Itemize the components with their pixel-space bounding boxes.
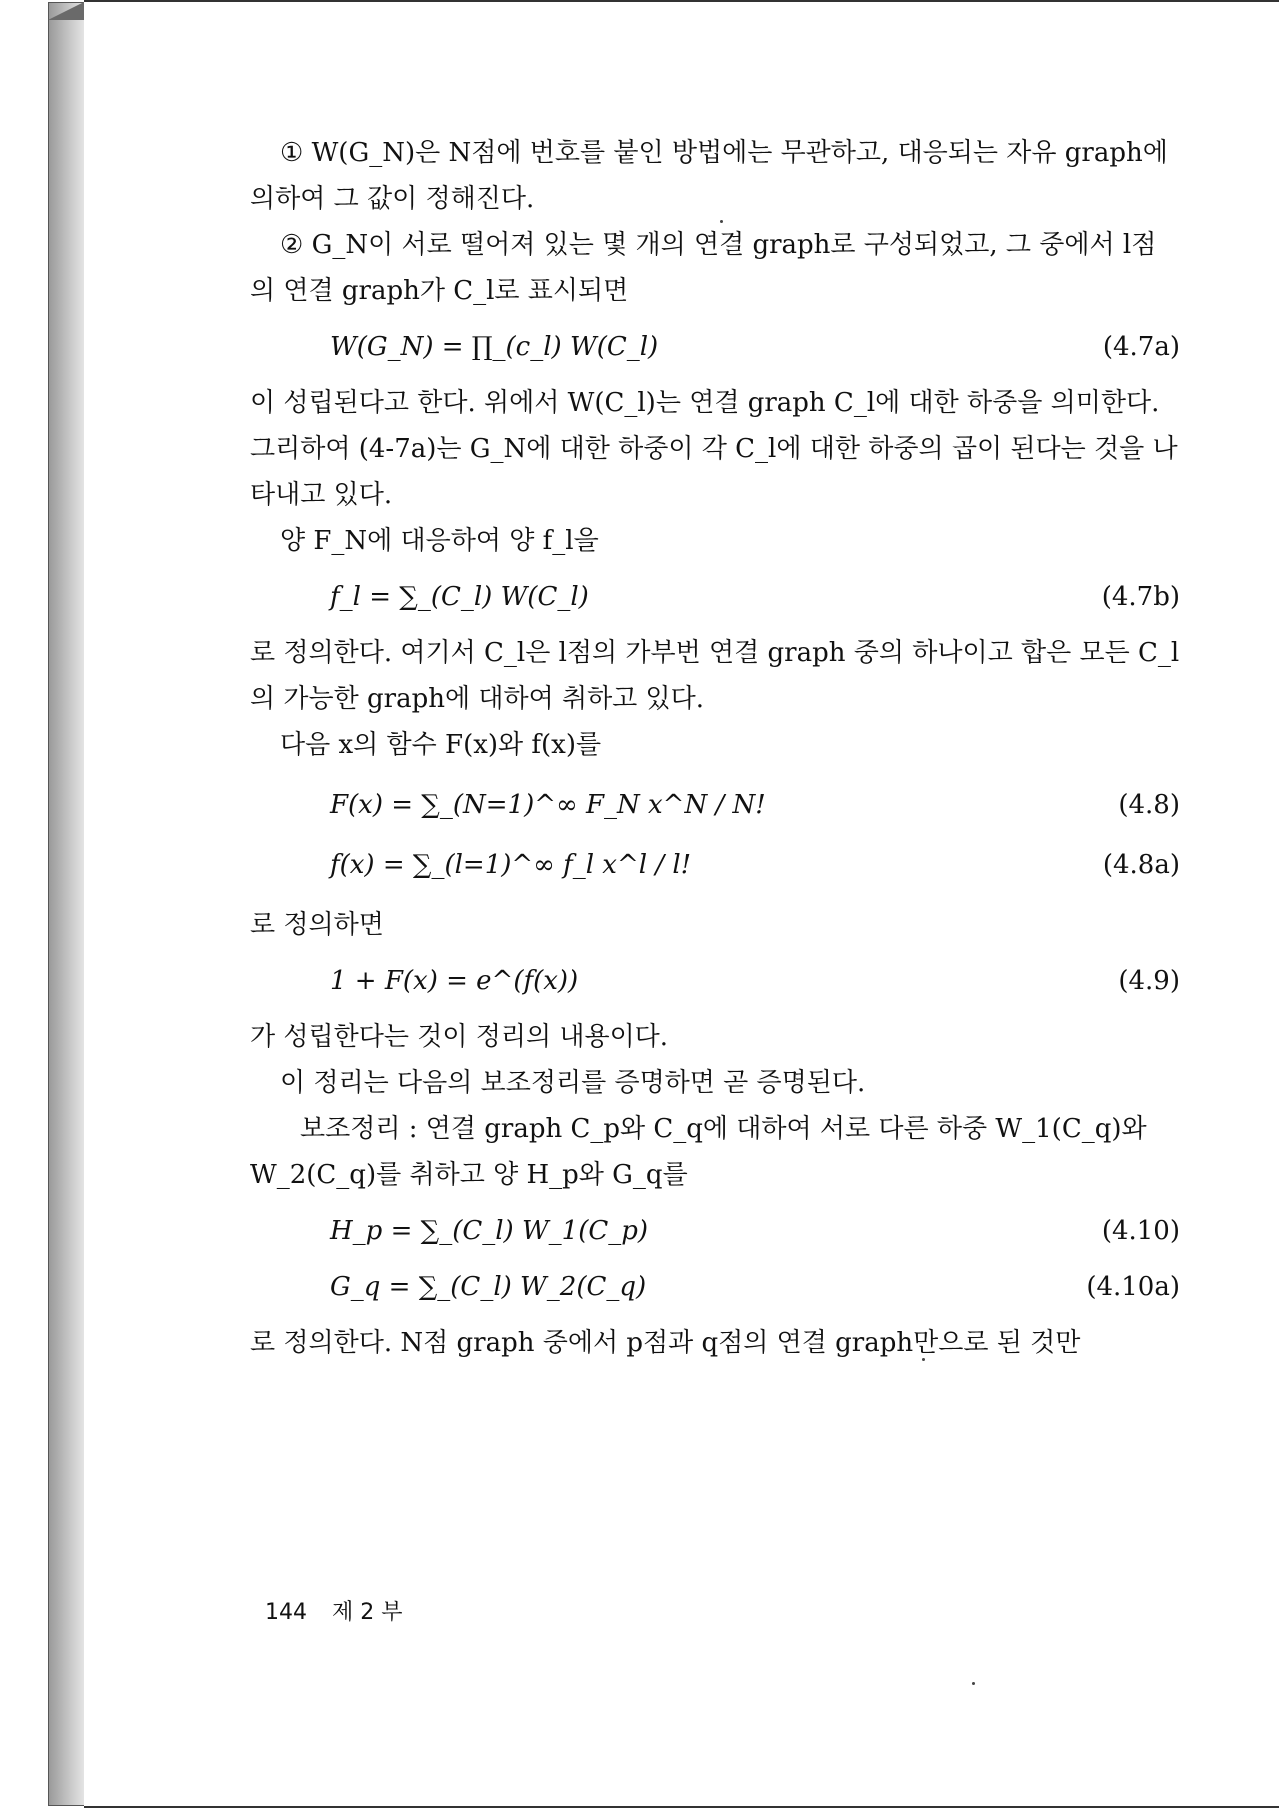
equation-number: (4.8a): [1102, 850, 1180, 880]
equation-row: [250, 1264, 1180, 1310]
paragraph: 가 성립한다는 것이 정리의 내용이다.: [250, 1022, 669, 1052]
equation-row: [250, 958, 1180, 1004]
equation: 1 + F(x) = e^(f(x)): [330, 966, 579, 996]
equation-number: (4.7a): [1102, 332, 1180, 362]
equation-number: (4.10): [1101, 1216, 1180, 1246]
equation: F(x) = ∑_(N=1)^∞ F_N x^N / N!: [330, 790, 766, 820]
equation-row: [250, 1208, 1180, 1254]
equation-number: (4.8): [1118, 790, 1180, 820]
paragraph: 로 정의한다. N점 graph 중에서 p점과 q점의 연결 graph만으로 된 것만: [250, 1328, 1081, 1358]
equation-number: (4.7b): [1101, 582, 1180, 612]
paragraph: 로 정의한다. 여기서 C_l은 l점의 가부번 연결 graph 중의 하나이고 합은 모든 C_l의 가능한 graph에 대하여 취하고 있다.: [250, 638, 1180, 714]
equation: W(G_N) = ∏_(c_l) W(C_l): [330, 332, 659, 362]
equation-number: (4.9): [1118, 966, 1180, 996]
paragraph: 이 성립된다고 한다. 위에서 W(C_l)는 연결 graph C_l에 대한 하중을 의미한다. 그리하여 (4-7a)는 G_N에 대한 하중이 각 C_l에 대한 하중의 곱이 된다는 것을 나타내고 있다.: [250, 388, 1178, 510]
part-label: 제 2 부: [332, 1600, 403, 1625]
equation: H_p = ∑_(C_l) W_1(C_p): [330, 1216, 649, 1246]
scan-speck: [972, 1682, 975, 1685]
equation-number: (4.10a): [1086, 1272, 1180, 1302]
equation: f(x) = ∑_(l=1)^∞ f_l x^l / l!: [330, 850, 692, 880]
paragraph: ① W(G_N)은 N점에 번호를 붙인 방법에는 무관하고, 대응되는 자유 graph에 의하여 그 값이 정해진다.: [250, 138, 1168, 214]
paragraph: 이 정리는 다음의 보조정리를 증명하면 곧 증명된다.: [280, 1068, 866, 1098]
paragraph: ② G_N이 서로 떨어져 있는 몇 개의 연결 graph로 구성되었고, 그 중에서 l점의 연결 graph가 C_l로 표시되면: [250, 230, 1157, 306]
text-body: [250, 130, 1180, 1366]
equation-row: [250, 574, 1180, 620]
book-spine: [48, 2, 86, 1806]
scan-speck: [922, 1358, 925, 1361]
scan-speck: [720, 220, 723, 223]
paragraph: 로 정의하면: [250, 910, 384, 940]
equation-row: [250, 324, 1180, 370]
equation: G_q = ∑_(C_l) W_2(C_q): [330, 1272, 647, 1302]
equation-row: [250, 782, 1180, 828]
paragraph: 양 F_N에 대응하여 양 f_l을: [280, 526, 599, 556]
equation-row: [250, 842, 1180, 888]
paragraph: 다음 x의 함수 F(x)와 f(x)를: [280, 730, 602, 760]
paragraph: 보조정리 : 연결 graph C_p와 C_q에 대하여 서로 다른 하중 W_1(C_q)와 W_2(C_q)를 취하고 양 H_p와 G_q를: [250, 1114, 1147, 1190]
page-footer: [265, 1595, 421, 1626]
page-number: 144: [265, 1600, 307, 1625]
equation: f_l = ∑_(C_l) W(C_l): [330, 582, 589, 612]
